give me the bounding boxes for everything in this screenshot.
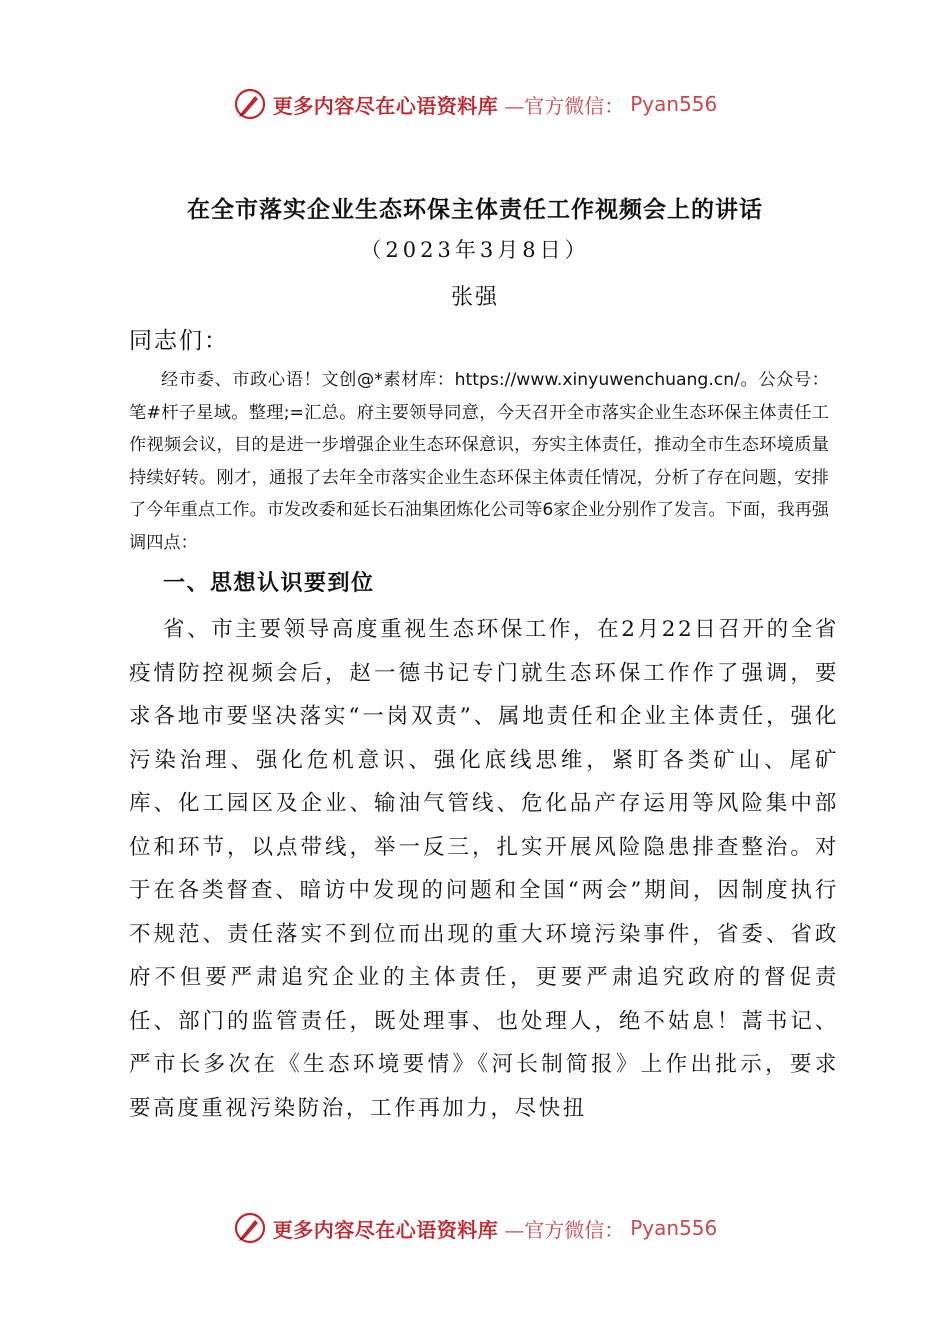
salutation: 同志们： xyxy=(129,328,229,354)
watermark-sub-text: —官方微信： xyxy=(504,1217,625,1242)
document-author: 张强 xyxy=(450,285,499,310)
watermark-wechat-id: Pyan556 xyxy=(630,92,718,116)
document-title: 在全市落实企业生态环保主体责任工作视频会上的讲话 xyxy=(187,197,763,223)
watermark-main-text: 更多内容尽在心语资料库 xyxy=(272,93,499,118)
watermark-sub-text: —官方微信： xyxy=(504,93,625,118)
intro-paragraph: 经市委、市政心语！文创@*素材库：https://www.xinyuwenchuang.cn/。公众号：笔#杆子星域。整理;=汇总。府主要领导同意，今天召开全市落实企业生态环保主体责任工作视频会议，目的是进一步增强企业生态环保意识，夯实主体责任，推动全市生态环境质量持续好转。刚才，通报了去年全市落实企业生态环保主体责任情况，分析了存在问题，安排了今年重点工作。市发改委和延长石油集团炼化公司等6家企业分别作了发言。下面，我再强调四点： xyxy=(129,370,829,553)
quill-logo-icon xyxy=(233,1211,267,1245)
watermark-wechat-id: Pyan556 xyxy=(630,1216,718,1240)
body-paragraph-1: 省、市主要领导高度重视生态环保工作，在2月22日召开的全省疫情防控视频会后，赵一德书记专门就生态环保工作作了强调，要求各地市要坚决落实“一岗双责”、属地责任和企业主体责任，强化污染治理、强化危机意识、强化底线思维，紧盯各类矿山、尾矿库、化工园区及企业、输油气管线、危化品产存运用等风险集中部位和环节，以点带线，举一反三，扎实开展风险隐患排查整治。对于在各类督查、暗访中发现的问题和全国“两会”期间，因制度执行不规范、责任落实不到位而出现的重大环境污染事件，省委、省政府不但要严肃追究企业的主体责任，更要严肃追究政府的督促责任、部门的监管责任，既处理事、也处理人，绝不姑息！蒿书记、严市长多次在《生态环境要情》《河长制简报》上作出批示，要求要高度重视污染防治，工作再加力，尽快扭 xyxy=(129,617,839,1121)
section-heading-1: 一、思想认识要到位 xyxy=(163,571,375,596)
document-date: （2023年3月8日） xyxy=(360,238,590,262)
watermark-footer xyxy=(0,1206,950,1250)
quill-logo-icon xyxy=(233,87,267,121)
watermark-header xyxy=(0,82,950,126)
watermark-main-text: 更多内容尽在心语资料库 xyxy=(272,1217,499,1242)
